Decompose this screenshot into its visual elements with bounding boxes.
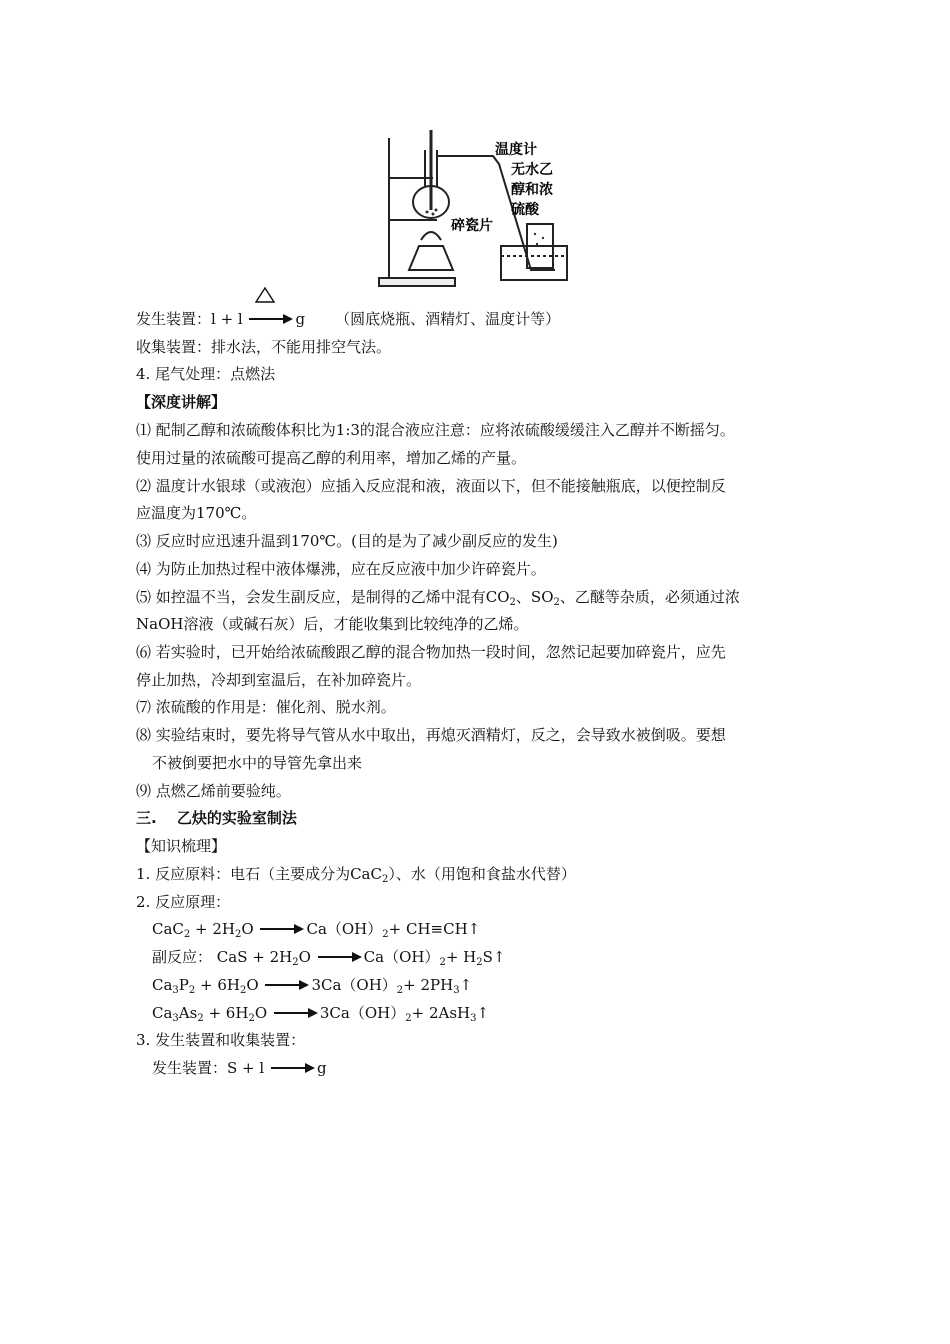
point-line: 应温度为170℃。 [136, 504, 257, 522]
point-line: ⑵ 温度计水银球（或液泡）应插入反应混和液，液面以下，但不能接触瓶底，以便控制反 [136, 477, 726, 495]
figure-label-reagent-1: 无水乙 [511, 162, 553, 178]
point-line: ⑷ 为防止加热过程中液体爆沸，应在反应液中加少许碎瓷片。 [136, 560, 546, 578]
point-line: ⑼ 点燃乙烯前要验纯。 [136, 782, 291, 800]
section-3-heading: 三. 乙炔的实验室制法 [136, 809, 297, 827]
collection-device-line: 收集装置：排水法，不能用排空气法。 [136, 338, 392, 356]
point-line: ⑶ 反应时应迅速升温到170℃。(目的是为了减少副反应的发生) [136, 532, 558, 550]
reaction-arrow-icon [274, 1008, 318, 1018]
figure-label-thermometer: 温度计 [495, 142, 537, 158]
reaction-arrow-icon [260, 924, 304, 934]
knowledge-heading: 【知识梳理】 [136, 837, 227, 855]
equation-side-3: $Ca_3As_2 + 6H_2O$ $3Ca(OH)_2+$ 2AsH$_3$↑ [152, 1004, 490, 1024]
figure-label-reagent-2: 醇和浓 [511, 182, 553, 198]
ethylene-apparatus-diagram [375, 120, 575, 292]
point-5-line-2: NaOH溶液（或碱石灰）后，才能收集到比较纯净的乙烯。 [136, 615, 529, 633]
item-2: 2. 反应原理： [136, 893, 231, 911]
point-5-line-1: ⑸ 如控温不当，会发生副反应，是制得的乙烯中混有$CO_2$、$SO_2$、乙醚等杂质，必须通过浓 [136, 588, 740, 608]
deep-explanation-heading: 【深度讲解】 [136, 393, 227, 411]
equation-main: $CaC_2 + 2H_2O$ $Ca(OH)_2+$ CH≡CH↑ [152, 920, 481, 940]
generation-device-line-2: 发生装置：S + l g [152, 1059, 327, 1077]
item-3: 3. 发生装置和收集装置： [136, 1031, 306, 1049]
item-1: 1. 反应原料：电石（主要成分为CaC$_2$）、水（用饱和食盐水代替） [136, 865, 576, 885]
equation-side-1: 副反应： CaS + $2H_2O$ $Ca(OH)_2+$ $H_2S↑$ [152, 948, 506, 968]
point-line: ⑹ 若实验时，已开始给浓硫酸跟乙醇的混合物加热一段时间，忽然记起要加碎瓷片，应先 [136, 643, 726, 661]
generation-device-line-1: 发生装置：l + l g （圆底烧瓶、酒精灯、温度计等） [136, 309, 560, 329]
item-4: 4. 尾气处理：点燃法 [136, 365, 276, 383]
reaction-arrow-icon [249, 314, 293, 324]
figure-label-porcelain: 碎瓷片 [451, 218, 493, 234]
figure-label-reagent-3: 硫酸 [511, 202, 539, 218]
point-line: ⑺ 浓硫酸的作用是：催化剂、脱水剂。 [136, 698, 396, 716]
point-line: 停止加热，冷却到室温后，在补加碎瓷片。 [136, 671, 422, 689]
heat-triangle-icon [255, 287, 275, 303]
reaction-arrow-icon [318, 952, 362, 962]
point-line: ⑴ 配制乙醇和浓硫酸体积比为1:3的混合液应注意：应将浓硫酸缓缓注入乙醇并不断摇匀。 [136, 421, 735, 439]
reaction-arrow-icon [271, 1063, 315, 1073]
point-line: ⑻ 实验结束时，要先将导气管从水中取出，再熄灭酒精灯，反之，会导致水被倒吸。要想 [136, 726, 726, 744]
point-line: 不被倒要把水中的导管先拿出来 [152, 754, 363, 772]
reaction-arrow-icon [265, 980, 309, 990]
point-line: 使用过量的浓硫酸可提高乙醇的利用率，增加乙烯的产量。 [136, 449, 527, 467]
equation-side-2: $Ca_3P_2 + 6H_2O$ $3Ca(OH)_2+$ $2PH_3↑$ [152, 976, 473, 996]
